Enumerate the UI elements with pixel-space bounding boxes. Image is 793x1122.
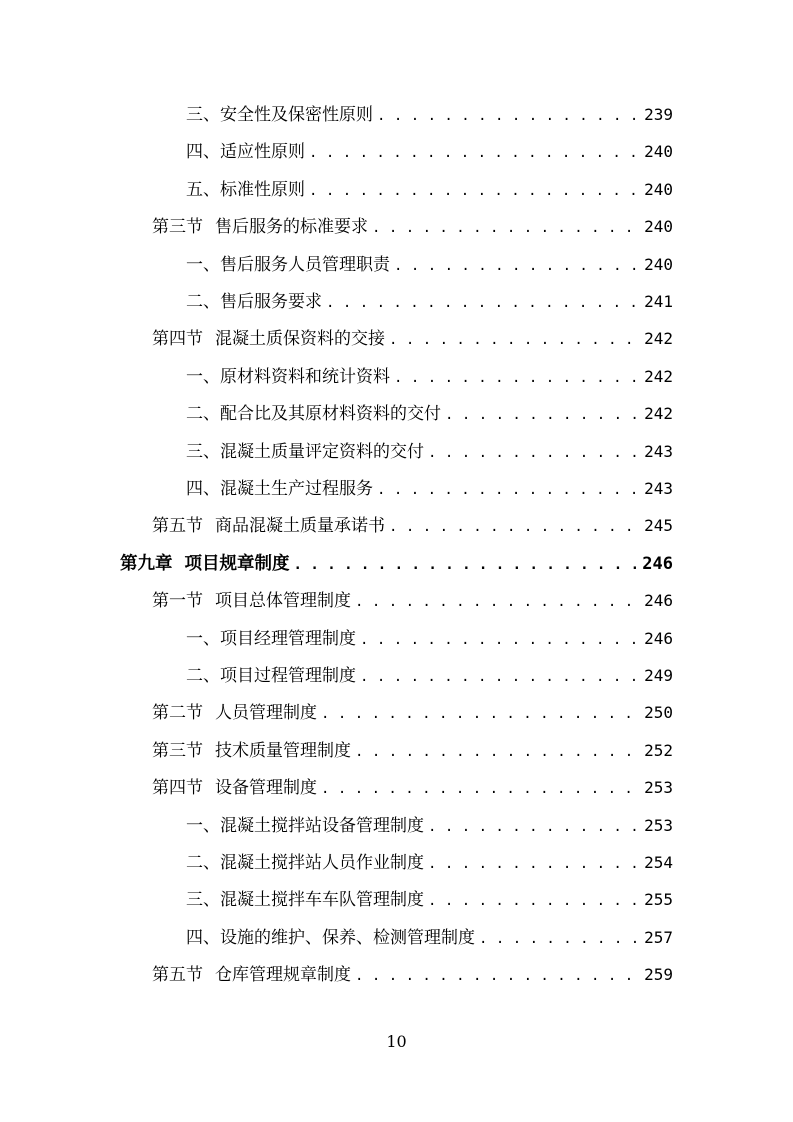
toc-entry-number: 一、: [186, 254, 220, 275]
toc-entry-page: 239: [644, 105, 673, 124]
toc-entry-page: 252: [644, 740, 673, 760]
toc-entry-page: 240: [644, 179, 673, 199]
toc-entry-number: 一、: [186, 628, 220, 649]
toc-entry-text: 售后服务要求: [220, 292, 322, 312]
toc-entry[interactable]: [152, 324, 673, 354]
toc-entry-number: 一、: [186, 366, 220, 387]
toc-entry-title: [152, 511, 385, 541]
toc-entry-title: [186, 287, 322, 317]
toc-entry[interactable]: [186, 175, 673, 205]
toc-entry-number: 第三节: [152, 740, 203, 761]
toc-entry-page: 242: [644, 366, 673, 386]
dot-leader: [445, 400, 638, 430]
toc-entry-page: 245: [644, 516, 673, 536]
dot-leader: [428, 886, 638, 916]
toc-entry-title: [152, 324, 385, 354]
toc-entry-title: [152, 212, 368, 242]
toc-entry[interactable]: [152, 511, 673, 541]
toc-entry-number: 五、: [186, 179, 220, 200]
dot-leader: [428, 812, 638, 842]
toc-entry-text: 项目总体管理制度: [215, 591, 351, 612]
toc-entry[interactable]: [186, 437, 673, 467]
toc-entry-text: 混凝土搅拌站人员作业制度: [220, 853, 424, 873]
toc-entry-text: 设备管理制度: [215, 778, 317, 799]
dot-leader: [321, 699, 638, 729]
toc-entry-page: 243: [644, 479, 673, 498]
toc-entry-text: 技术质量管理制度: [215, 740, 351, 761]
toc-entry-page: 257: [644, 927, 673, 947]
toc-entry-page: 246: [644, 628, 673, 648]
toc-entry-title: [186, 885, 424, 915]
toc-entry[interactable]: [186, 624, 673, 654]
toc-entry-title: [152, 698, 317, 728]
toc-entry-number: 一、: [186, 815, 220, 836]
toc-entry-page: 240: [644, 217, 673, 237]
toc-entry-number: 第二节: [152, 703, 203, 724]
toc-entry-text: 仓库管理规章制度: [215, 965, 351, 986]
dot-leader: [394, 251, 638, 281]
toc-entry[interactable]: [152, 773, 673, 803]
toc-entry-number: 第一节: [152, 591, 203, 612]
toc-entry-title: [152, 773, 317, 803]
toc-entry-number: 四、: [186, 142, 220, 163]
toc-entry-number: 三、: [186, 890, 220, 911]
toc-entry-page: 246: [644, 591, 673, 611]
dot-leader: [326, 288, 638, 318]
toc-entry-page: 253: [644, 778, 673, 798]
toc-entry-number: 四、: [186, 927, 220, 948]
dot-leader: [355, 737, 638, 767]
toc-entry[interactable]: [152, 586, 673, 616]
dot-leader: [428, 849, 638, 879]
dot-leader: [360, 625, 638, 655]
toc-entry[interactable]: [152, 698, 673, 728]
toc-entry-page: 242: [644, 329, 673, 349]
toc-entry-text: 原材料资料和统计资料: [220, 366, 390, 387]
toc-entry-page: 242: [644, 404, 673, 424]
toc-entry-text: 设施的维护、保养、检测管理制度: [220, 927, 475, 948]
dot-leader: [294, 550, 637, 580]
toc-entry-text: 售后服务人员管理职责: [220, 254, 390, 275]
toc-entry[interactable]: [186, 811, 673, 841]
toc-entry[interactable]: [152, 736, 673, 766]
toc-entry-number: 第四节: [152, 778, 203, 799]
toc-entry-title: [186, 250, 390, 280]
toc-entry-title: [186, 137, 305, 167]
toc-entry-title: [152, 960, 351, 990]
dot-leader: [360, 662, 638, 692]
toc-entry-text: 混凝土质保资料的交接: [215, 329, 385, 350]
toc-entry-title: [186, 362, 390, 392]
toc-entry[interactable]: [186, 885, 673, 915]
toc-entry-title: [120, 549, 290, 579]
dot-leader: [377, 475, 638, 505]
toc-entry-number: 二、: [186, 853, 220, 873]
toc-entry-page: 255: [644, 890, 673, 910]
toc-entry[interactable]: [186, 362, 673, 392]
dot-leader: [428, 438, 638, 468]
dot-leader: [309, 176, 638, 206]
toc-entry-text: 售后服务的标准要求: [215, 217, 368, 238]
toc-entry-title: [186, 848, 424, 878]
toc-entry-title: [186, 811, 424, 841]
dot-leader: [309, 138, 638, 168]
toc-entry-page: 241: [644, 292, 673, 311]
toc-entry[interactable]: [120, 549, 673, 579]
toc-entry-page: 254: [644, 853, 673, 872]
toc-entry-number: 四、: [186, 479, 220, 499]
toc-entry-number: 第四节: [152, 329, 203, 350]
toc-entry-page: 249: [644, 666, 673, 685]
toc-entry-number: 三、: [186, 105, 220, 125]
dot-leader: [377, 101, 638, 131]
toc-entry[interactable]: [186, 661, 673, 691]
toc-entry-text: 混凝土生产过程服务: [220, 479, 373, 499]
dot-leader: [321, 774, 638, 804]
toc-entry-text: 安全性及保密性原则: [220, 105, 373, 125]
toc-entry-number: 二、: [186, 666, 220, 686]
toc-entry-title: [186, 100, 373, 130]
toc-entry-text: 混凝土搅拌站设备管理制度: [220, 815, 424, 836]
toc-entry-text: 人员管理制度: [215, 703, 317, 724]
toc-entry-page: 246: [642, 553, 673, 574]
toc-entry-title: [152, 736, 351, 766]
toc-entry-page: 250: [644, 703, 673, 723]
toc-entry-text: 混凝土搅拌车车队管理制度: [220, 890, 424, 911]
toc-entry-text: 配合比及其原材料资料的交付: [220, 404, 441, 425]
dot-leader: [355, 587, 638, 617]
toc-entry-text: 项目经理管理制度: [220, 628, 356, 649]
toc-entry-title: [152, 586, 351, 616]
toc-entry-page: 253: [644, 815, 673, 835]
page-number: 10: [386, 1032, 407, 1051]
toc-entry[interactable]: [186, 474, 673, 504]
toc-entry-title: [186, 474, 373, 504]
toc-entry-number: 第五节: [152, 965, 203, 986]
toc-entry[interactable]: [186, 923, 673, 953]
toc-entry[interactable]: [152, 960, 673, 990]
toc-entry-text: 项目过程管理制度: [220, 666, 356, 686]
toc-entry-title: [186, 923, 475, 953]
toc-entry-title: [186, 437, 424, 467]
toc-entry-text: 商品混凝土质量承诺书: [215, 516, 385, 537]
toc-entry-page: 240: [644, 254, 673, 274]
toc-entry-text: 适应性原则: [220, 142, 305, 163]
toc-entry-text: 混凝土质量评定资料的交付: [220, 441, 424, 462]
toc-entry-number: 第五节: [152, 516, 203, 537]
dot-leader: [355, 961, 638, 991]
dot-leader: [479, 924, 638, 954]
dot-leader: [389, 325, 638, 355]
toc-entry[interactable]: [186, 137, 673, 167]
toc-entry[interactable]: [186, 250, 673, 280]
dot-leader: [389, 512, 638, 542]
toc-entry-number: 第三节: [152, 217, 203, 238]
toc-entry[interactable]: [186, 100, 673, 130]
dot-leader: [394, 363, 638, 393]
toc-entry[interactable]: [186, 399, 673, 429]
toc-entry-title: [186, 624, 356, 654]
toc-entry-text: 项目规章制度: [184, 553, 290, 574]
toc-entry-number: 三、: [186, 441, 220, 462]
dot-leader: [372, 213, 638, 243]
toc-entry-number: 二、: [186, 292, 220, 312]
toc-entry-title: [186, 399, 441, 429]
toc-entry-text: 标准性原则: [220, 179, 305, 200]
toc-entry-title: [186, 175, 305, 205]
toc-entry-number: 第九章: [120, 553, 173, 574]
toc-entry-page: 240: [644, 142, 673, 162]
toc-entry-title: [186, 661, 356, 691]
toc-entry[interactable]: [186, 848, 673, 878]
toc-entry[interactable]: [152, 212, 673, 242]
toc-entry-page: 259: [644, 965, 673, 985]
toc-entry[interactable]: [186, 287, 673, 317]
toc-entry-number: 二、: [186, 404, 220, 425]
toc-entry-page: 243: [644, 441, 673, 461]
